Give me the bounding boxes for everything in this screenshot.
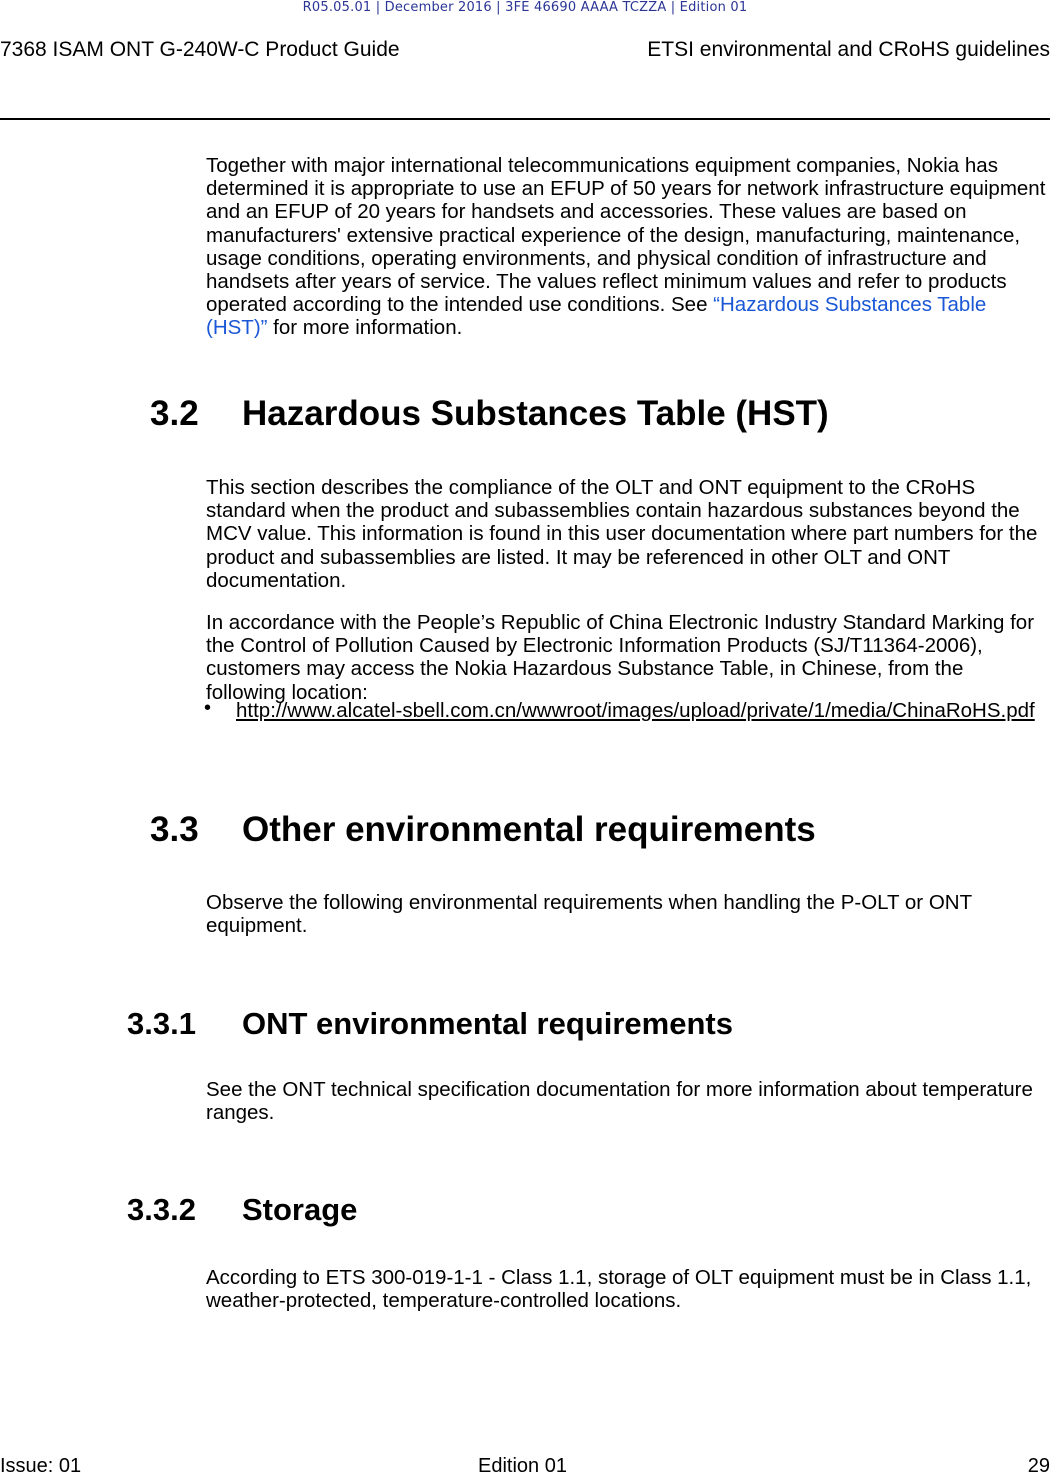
hst-access-paragraph: In accordance with the People’s Republic of China Electronic Industry Standard Marking for the Control of Pollution Caused by Electronic Information Products (SJ/T11364-2006), customers may access the Nokia Hazardous Substance Table, in Chinese, from the following location: xyxy=(206,611,1035,704)
document-release-banner: R05.05.01 | December 2016 | 3FE 46690 AAAA TCZZA | Edition 01 xyxy=(302,0,748,15)
intro-text-before: Together with major international telecommunications equipment companies, Nokia has determined it is appropriate to use an EFUP of 50 years for network infrastructure equipment and an EFUP of 20 years for handsets and accessories. These values are based on manufacturers' extensive practical experience of the design, manufacturing, maintenance, usage conditions, operating environments, and physical condition of infrastructure and handsets after years of service. The values reflect minimum values and refer to products operated according to the intended use conditions. See xyxy=(206,154,1046,317)
intro-paragraph xyxy=(206,154,1048,340)
footer-edition: Edition 01 xyxy=(478,1455,567,1477)
subsection-number: 3.3.1 xyxy=(127,1006,196,1041)
subsection-title: ONT environmental requirements xyxy=(242,1006,733,1041)
china-rohs-url-link[interactable]: http://www.alcatel-sbell.com.cn/wwwroot/images/upload/private/1/media/ChinaRoHS.pdf xyxy=(236,699,1035,722)
section-title: Hazardous Substances Table (HST) xyxy=(242,394,829,433)
hst-compliance-paragraph: This section describes the compliance of the OLT and ONT equipment to the CRoHS standard when the product and subassemblies contain hazardous substances beyond the MCV value. This information is found in this user documentation where part numbers for the product and subassemblies are listed. It may be referenced in other OLT and ONT documentation. xyxy=(206,476,1038,592)
hst-cross-reference-link[interactable]: “Hazardous Substances Table (HST)” xyxy=(206,293,987,340)
header-chapter-title: ETSI environmental and CRoHS guidelines xyxy=(647,38,1050,61)
storage-paragraph: According to ETS 300-019-1-1 - Class 1.1, storage of OLT equipment must be in Class 1.1, weather-protected, temperature-controlled locations. xyxy=(206,1266,1032,1313)
section-title: Other environmental requirements xyxy=(242,810,816,849)
header-product-title: 7368 ISAM ONT G-240W-C Product Guide xyxy=(0,38,400,61)
intro-text-after: for more information. xyxy=(267,316,463,340)
header-rule xyxy=(0,118,1050,120)
bullet-marker: • xyxy=(204,697,212,719)
ont-requirements-paragraph: See the ONT technical specification documentation for more information about temperature ranges. xyxy=(206,1078,1033,1125)
section-number: 3.2 xyxy=(150,394,199,433)
section-number: 3.3 xyxy=(150,810,199,849)
footer-page-number: 29 xyxy=(1027,1455,1050,1477)
footer-issue: Issue: 01 xyxy=(0,1455,82,1477)
subsection-title: Storage xyxy=(242,1192,358,1227)
subsection-number: 3.3.2 xyxy=(127,1192,196,1227)
environmental-requirements-paragraph: Observe the following environmental requirements when handling the P-OLT or ONT equipment. xyxy=(206,891,972,938)
